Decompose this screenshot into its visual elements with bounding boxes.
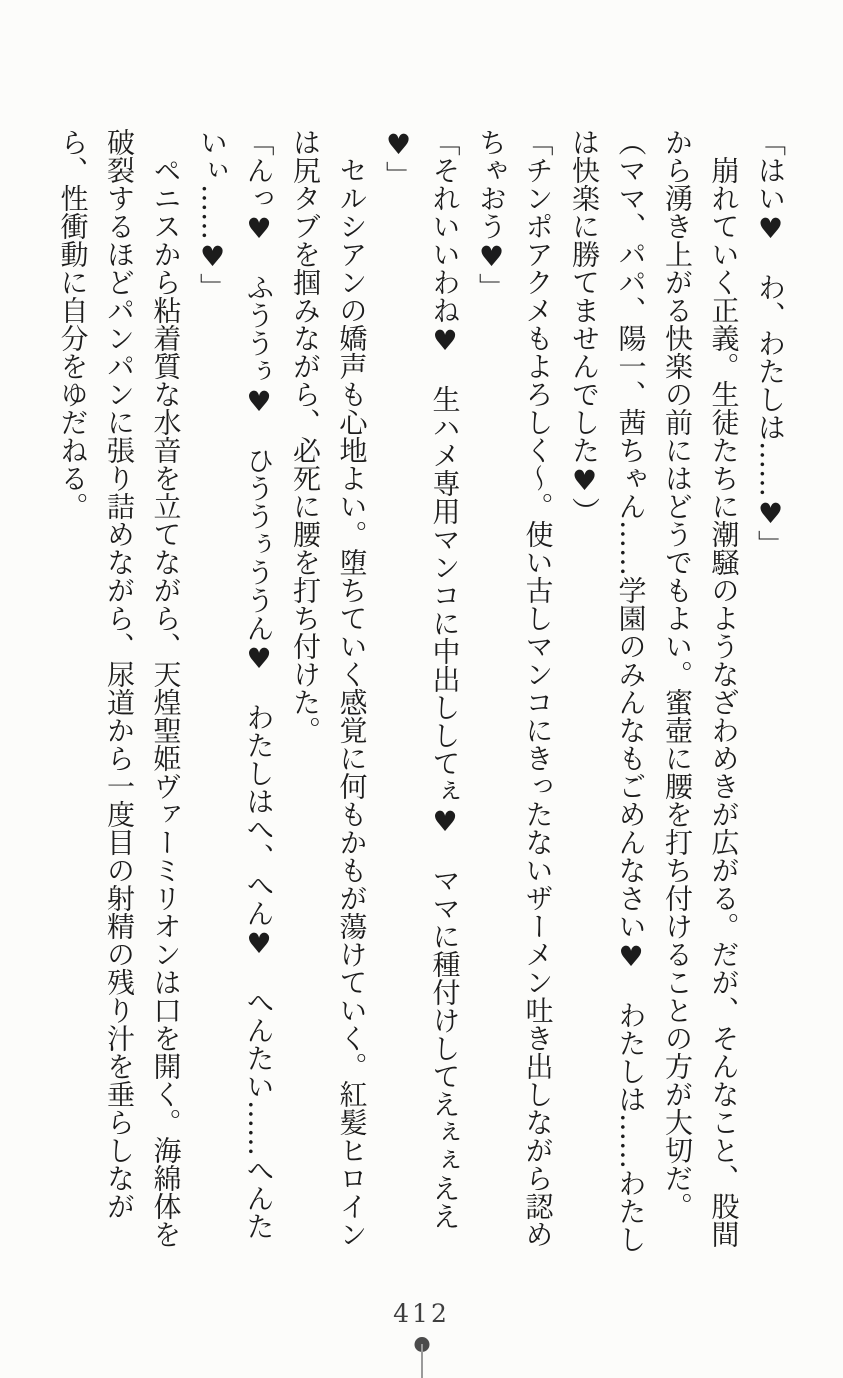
page-number: 412: [393, 1299, 450, 1328]
paragraph: ペニスから粘着質な水音を立てながら、天煌聖姫ヴァーミリオンは口を開く。海綿体を破裂するほどパンパンに張り詰めながら、尿道から一度目の射精の残り汁を垂らしながら、性衝動に自分をゆだねる。: [56, 128, 183, 1248]
text-area: [49, 128, 793, 1262]
paragraph: 「はい♥ わ、わたしは……♥」: [754, 128, 787, 558]
paragraph: 「それいいわね♥ 生ハメ専用マンコに中出ししてぇ♥ ママに種付けしてえぇぇええ♥」: [382, 128, 462, 1230]
paragraph: 崩れていく正義。生徒たちに潮騒のようなざわめきが広がる。だが、そんなこと、股間から湧き上がる快楽の前にはどうでもよい。蜜壺に腰を打ち付けることの方が大切だ。: [661, 128, 741, 1248]
page-footer: [0, 1268, 843, 1378]
paragraph: （ママ、パパ、陽一、茜ちゃん……学園のみんなもごめんなさい♥ わたしは……わたしは快楽に勝てませんでした♥）: [568, 128, 648, 1253]
paragraph: 「んっ♥ ふううぅ♥ ひううぅううん♥ わたしはへ、へん♥ へんたい……へんたいぃ……♥」: [196, 128, 276, 1240]
paragraph: 「チンポアクメもよろしく～。使い古しマンコにきったないザーメン吐き出しながら認めちゃおう♥」: [475, 128, 555, 1248]
paragraph: セルシアンの嬌声も心地よい。堕ちていく感覚に何もかもが蕩けていく。紅髪ヒロインは尻タブを掴みながら、必死に腰を打ち付けた。: [289, 128, 369, 1248]
page-marker-stem-icon: [421, 1344, 423, 1378]
